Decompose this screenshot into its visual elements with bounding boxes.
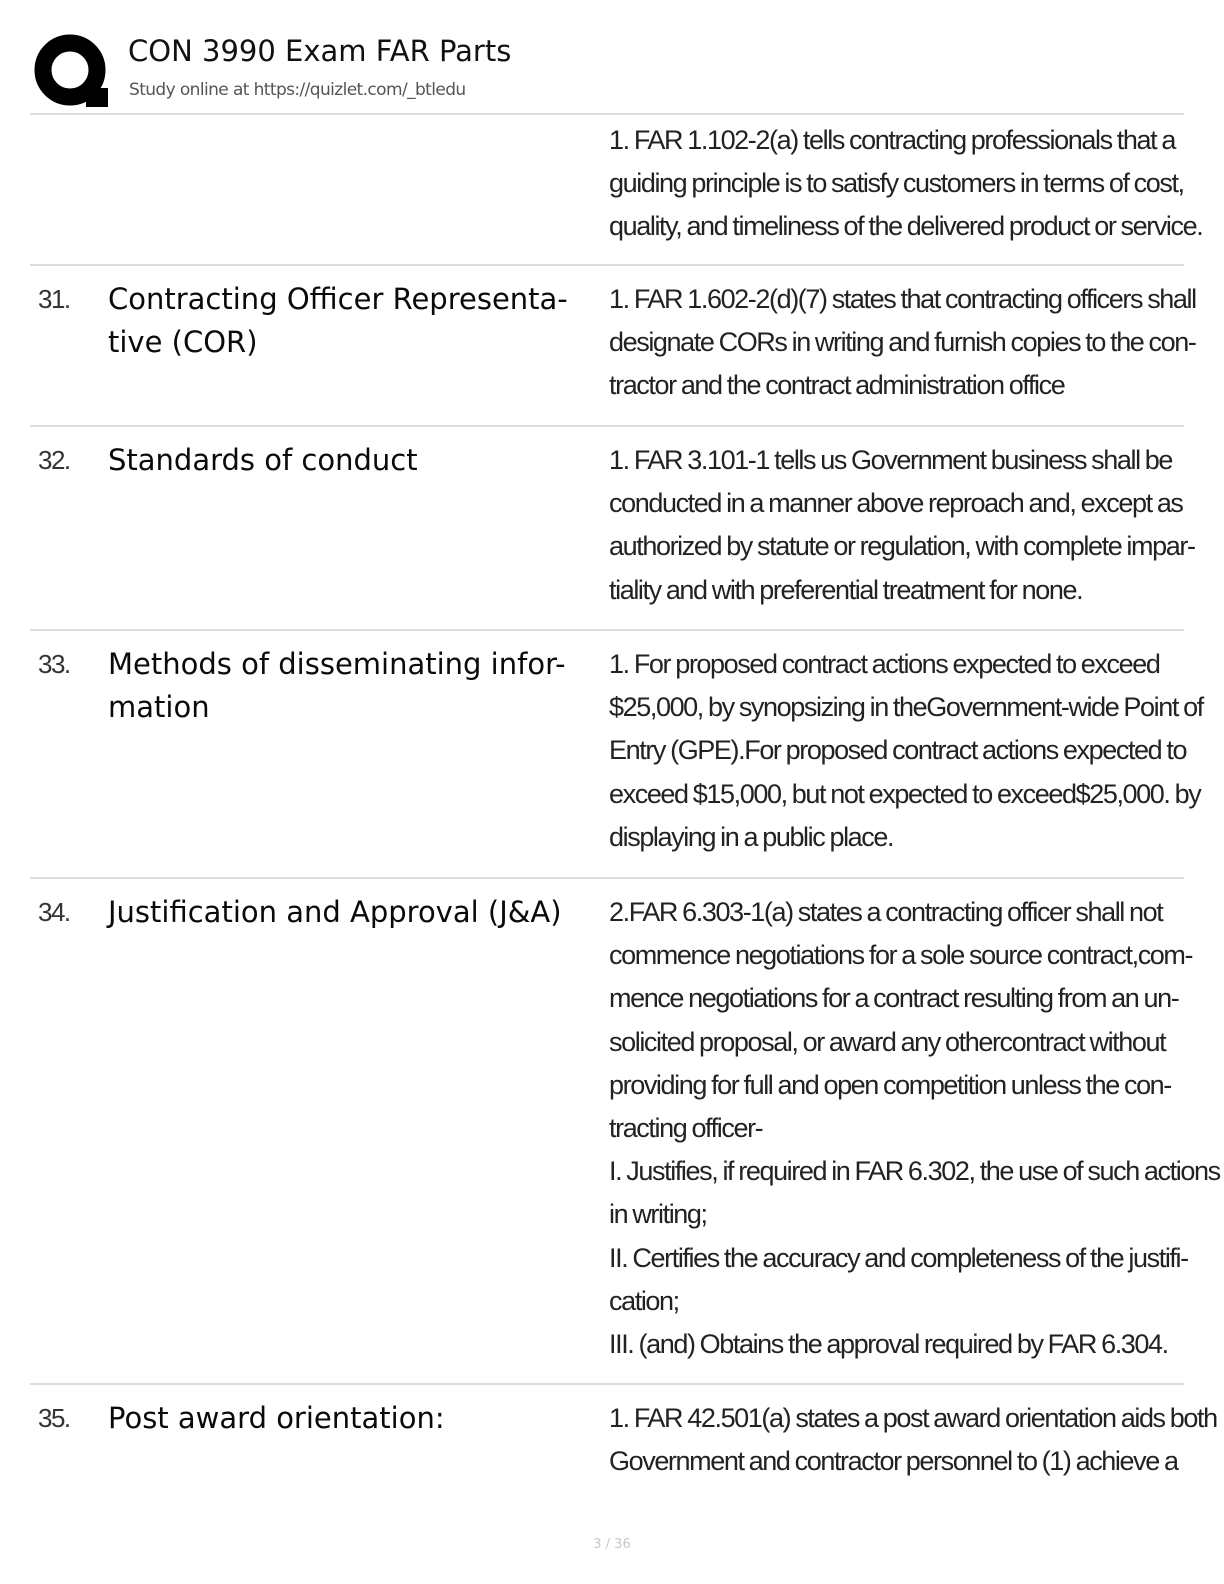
definition-line: 1. FAR 1.602-2(d)(7) states that contracting officers shall [609,284,1196,314]
definition-line: Entry (GPE).For proposed contract actions expected to [609,735,1187,766]
definition-line: tracting officer- [609,1113,763,1144]
definition-line: I. Justifies, if required in FAR 6.302, the use of such actions [609,1156,1220,1187]
divider [30,425,1184,427]
card-definition [609,119,1203,249]
divider [30,264,1184,266]
document-title: CON 3990 Exam FAR Parts [128,34,512,68]
definition-line: III. (and) Obtains the approval required by FAR 6.304. [609,1329,1168,1360]
definition-line: solicited proposal, or award any othercontract without [609,1026,1166,1057]
card-term: Post award orientation: [108,1401,445,1435]
definition-line: mence negotiations for a contract resulting from an un- [609,983,1179,1014]
definition-line: cation; [609,1285,679,1316]
definition-line: providing for full and open competition unless the con- [609,1069,1171,1100]
card-definition [609,439,1195,612]
card-number: 35. [38,1403,70,1433]
definition-line: 1. FAR 42.501(a) states a post award orientation aids both [609,1403,1217,1433]
divider [30,113,1184,115]
study-online-link[interactable]: Study online at https://quizlet.com/_btledu [129,80,466,100]
definition-line: tractor and the contract administration office [609,370,1065,401]
card-number: 32. [38,445,70,475]
definition-line: 1. FAR 3.101-1 tells us Government business shall be [609,445,1173,475]
card-term: Contracting Officer Representa-tive (COR) [108,282,568,359]
definition-line: 1. For proposed contract actions expected to exceed [609,649,1160,679]
divider [30,629,1184,631]
definition-line: tiality and with preferential treatment for none. [609,574,1083,605]
page-number: 3 / 36 [593,1537,631,1552]
divider [30,877,1184,879]
card-number: 31. [38,284,70,314]
definition-line: quality, and timeliness of the delivered product or service. [609,211,1203,242]
definition-line: guiding principle is to satisfy customers in terms of cost, [609,168,1184,199]
card-term: Methods of disseminating infor-mation [108,647,566,724]
definition-line: authorized by statute or regulation, with complete impar- [609,531,1195,562]
definition-line: commence negotiations for a sole source contract,com- [609,940,1193,971]
definition-line: $25,000, by synopsizing in theGovernment-wide Point of [609,692,1203,723]
card-definition [609,891,1220,1366]
card-number: 34. [38,897,70,927]
definition-line: exceed $15,000, but not expected to exceed$25,000. by [609,778,1201,809]
document-header [28,28,1188,114]
card-definition [609,278,1196,408]
definition-line: II. Certifies the accuracy and completeness of the justifi- [609,1242,1188,1273]
definition-line: Government and contractor personnel to (1) achieve a [609,1446,1178,1477]
definition-line: displaying in a public place. [609,821,894,852]
card-term: Standards of conduct [108,443,418,477]
divider [30,1383,1184,1385]
quizlet-q-logo-icon [32,32,112,112]
definition-line: conducted in a manner above reproach and, except as [609,488,1183,519]
definition-line: designate CORs in writing and furnish copies to the con- [609,327,1196,358]
card-definition [609,1397,1217,1483]
card-number: 33. [38,649,70,679]
definition-line: 1. FAR 1.102-2(a) tells contracting professionals that a [609,125,1175,155]
definition-line: in writing; [609,1199,707,1230]
card-term: Justification and Approval (J&A) [108,895,562,929]
card-definition [609,643,1203,859]
definition-line: 2.FAR 6.303-1(a) states a contracting officer shall not [609,897,1163,927]
